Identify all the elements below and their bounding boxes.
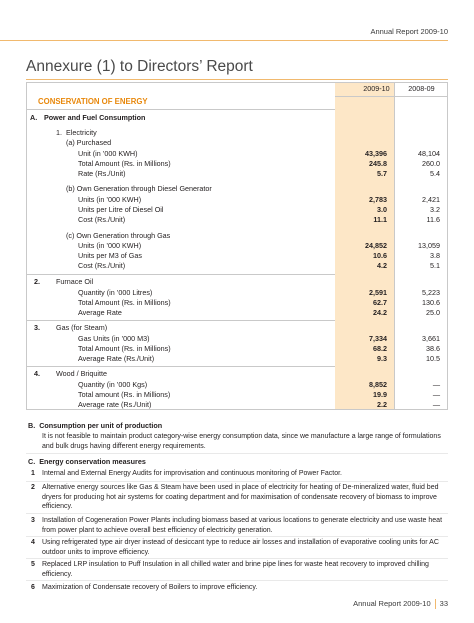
list-item: Maximization of Condensate recovery of Boilers to improve efficiency. <box>42 584 258 591</box>
value-previous: 2,421 <box>422 195 440 204</box>
value-current: 5.7 <box>377 169 387 178</box>
value-current: 24.2 <box>373 308 387 317</box>
value-current: 4.2 <box>377 261 387 270</box>
table-row <box>26 149 448 159</box>
footer-report: Annual Report 2009-10 <box>353 599 431 608</box>
row-label: Wood / Briquitte <box>56 369 108 378</box>
row-label: Quantity (in ’000 Litres) <box>78 288 153 297</box>
list-item-number: 6 <box>31 584 35 591</box>
value-current: 10.6 <box>373 251 387 260</box>
row-label: Average Rate (Rs./Unit) <box>78 354 155 363</box>
value-current: 2,591 <box>369 288 387 297</box>
table-row <box>26 169 448 179</box>
row-divider <box>26 109 335 110</box>
table-section-title <box>26 97 448 107</box>
table-row <box>26 128 448 138</box>
table-header-row <box>26 84 448 94</box>
list-item: Alternative energy sources like Gas & Steam have been used in place of electricity for heating of De-mineralized water, fluid bed dryers for producing hot air systems for coating department and for maximisation of condensate recovery of biomass to improve efficiency. <box>42 484 439 511</box>
column-header-previous: 2008-09 <box>408 84 435 93</box>
list-item-number: 5 <box>31 561 35 568</box>
table-row <box>26 113 448 123</box>
section-c-label: C. <box>28 457 36 466</box>
value-previous: 3.8 <box>430 251 440 260</box>
page-number: 33 <box>439 599 448 608</box>
row-marker: 4. <box>34 369 40 378</box>
list-item: Installation of Cogeneration Power Plants including biomass based at various locations to generate electricity and use waste heat from power plant to achieve overall best efficiency of electricity generation. <box>42 517 443 534</box>
list-item-number: 2 <box>31 484 35 491</box>
value-previous: 25.0 <box>426 308 440 317</box>
row-label: Electricity <box>66 128 97 137</box>
table-row <box>26 288 448 298</box>
table-row <box>26 390 448 400</box>
table-row <box>26 354 448 364</box>
value-previous: 48,104 <box>418 149 440 158</box>
section-title: CONSERVATION OF ENERGY <box>38 97 148 106</box>
row-label: Average rate (Rs./Unit) <box>78 400 152 409</box>
value-current: 24,852 <box>365 241 387 250</box>
item-divider <box>26 481 448 482</box>
row-label: Quantity (in ’000 Kgs) <box>78 380 148 389</box>
row-divider <box>26 366 335 367</box>
value-previous: 38.6 <box>426 344 440 353</box>
title-rule <box>26 79 448 80</box>
section-c-heading <box>28 457 146 466</box>
table-row <box>26 241 448 251</box>
table-row <box>26 369 448 379</box>
value-previous: 13,059 <box>418 241 440 250</box>
row-label: Total amount (Rs. in Millions) <box>78 390 171 399</box>
value-current: 8,852 <box>369 380 387 389</box>
row-label: (c) Own Generation through Gas <box>66 231 171 240</box>
value-previous: 3,661 <box>422 334 440 343</box>
table-row <box>26 308 448 318</box>
value-previous: 10.5 <box>426 354 440 363</box>
value-previous: 3.2 <box>430 205 440 214</box>
value-current: 2,783 <box>369 195 387 204</box>
value-current: 245.8 <box>369 159 387 168</box>
table-row <box>26 138 448 148</box>
row-label: Average Rate <box>78 308 122 317</box>
table-row <box>26 344 448 354</box>
row-label: Gas (for Steam) <box>56 323 108 332</box>
section-divider <box>26 453 448 454</box>
item-divider <box>26 558 448 559</box>
row-label: Total Amount (Rs. in Millions) <box>78 159 171 168</box>
table-row <box>26 205 448 215</box>
row-label: Rate (Rs./Unit) <box>78 169 126 178</box>
item-divider <box>26 513 448 514</box>
list-item-number: 3 <box>31 517 35 524</box>
value-previous: — <box>432 380 440 389</box>
row-marker: 3. <box>34 323 40 332</box>
row-marker: A. <box>30 113 38 122</box>
row-divider <box>26 274 335 275</box>
value-previous: 5.1 <box>430 261 440 270</box>
table-row <box>26 334 448 344</box>
table-row <box>26 251 448 261</box>
list-item-number: 1 <box>31 470 35 477</box>
list-item: Replaced LRP insulation to Puff Insulation in all chilled water and brine pipe lines for waste heat recovery to improved chilling efficiency. <box>42 561 429 578</box>
table-row <box>26 159 448 169</box>
row-label: Units (in ’000 KWH) <box>78 241 142 250</box>
row-label: Units (in ’000 KWH) <box>78 195 142 204</box>
table-row <box>26 195 448 205</box>
row-label: Cost (Rs./Unit) <box>78 215 126 224</box>
footer-separator <box>435 599 436 609</box>
table-row <box>26 277 448 287</box>
value-current: 9.3 <box>377 354 387 363</box>
page-title: Annexure (1) to Directors’ Report <box>26 58 253 75</box>
row-label: Units per Litre of Diesel Oil <box>78 205 164 214</box>
value-current: 7,334 <box>369 334 387 343</box>
list-item-number: 4 <box>31 539 35 546</box>
value-previous: 5.4 <box>430 169 440 178</box>
value-previous: 5,223 <box>422 288 440 297</box>
value-previous: — <box>432 390 440 399</box>
row-label: Total Amount (Rs. in Millions) <box>78 298 171 307</box>
value-current: 2.2 <box>377 400 387 409</box>
header-rule <box>0 40 448 41</box>
row-label: Furnace Oil <box>56 277 94 286</box>
table-row <box>26 184 448 194</box>
running-header: Annual Report 2009-10 <box>370 27 448 36</box>
value-current: 3.0 <box>377 205 387 214</box>
value-current: 19.9 <box>373 390 387 399</box>
page-footer <box>353 599 448 609</box>
table-row <box>26 231 448 241</box>
value-previous: 260.0 <box>422 159 440 168</box>
section-c-title: Energy conservation measures <box>39 457 146 466</box>
row-label: Total Amount (Rs. in Millions) <box>78 344 171 353</box>
value-current: 68.2 <box>373 344 387 353</box>
row-label: Unit (in ’000 KWH) <box>78 149 138 158</box>
row-label: (b) Own Generation through Diesel Generator <box>66 184 212 193</box>
table-row <box>26 380 448 390</box>
table-row <box>26 400 448 410</box>
row-marker: 2. <box>34 277 40 286</box>
list-item: Using refrigerated type air dryer instead of desiccant type to reduce air losses and installation of evaporative cooling units for AC outdoor units to improve efficiency. <box>42 539 439 556</box>
item-divider <box>26 536 448 537</box>
row-divider <box>26 320 335 321</box>
row-label: (a) Purchased <box>66 138 112 147</box>
row-label: Gas Units (in ’000 M3) <box>78 334 150 343</box>
value-previous: — <box>432 400 440 409</box>
row-label: Units per M3 of Gas <box>78 251 142 260</box>
row-label: Power and Fuel Consumption <box>44 113 146 122</box>
row-label: Cost (Rs./Unit) <box>78 261 126 270</box>
table-row <box>26 298 448 308</box>
table-row <box>26 323 448 333</box>
table-row <box>26 215 448 225</box>
section-b-title: Consumption per unit of production <box>39 421 163 430</box>
value-previous: 130.6 <box>422 298 440 307</box>
item-divider <box>26 580 448 581</box>
row-marker: 1. <box>56 128 62 137</box>
list-item: Internal and External Energy Audits for improvisation and continuous monitoring of Power Factor. <box>42 470 342 477</box>
section-b-heading <box>28 421 162 430</box>
column-header-current: 2009-10 <box>363 84 390 93</box>
section-b-text: It is not feasible to maintain product category-wise energy consumption data, since we manufacture a large range of formulations and bulk drugs having different energy requirements. <box>42 433 441 450</box>
value-previous: 11.6 <box>426 215 440 224</box>
value-current: 11.1 <box>373 215 387 224</box>
value-current: 43,396 <box>365 149 387 158</box>
table-row <box>26 261 448 271</box>
value-current: 62.7 <box>373 298 387 307</box>
section-b-label: B. <box>28 421 36 430</box>
